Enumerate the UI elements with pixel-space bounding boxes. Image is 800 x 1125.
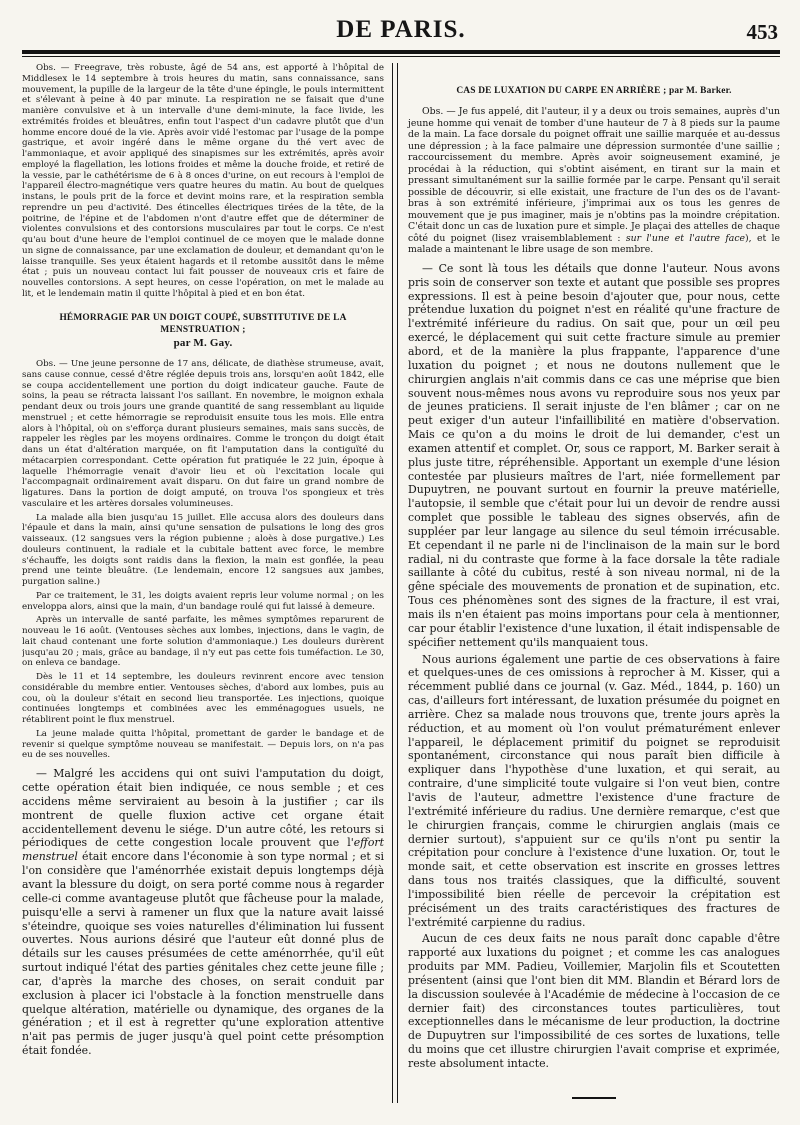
- header-rule-thick: [22, 50, 780, 54]
- intro-observation: Obs. — Freegrave, très robuste, âgé de 54 ans, est apporté à l'hôpital de Middlesex le 14 septembre à trois heures du matin, sans connaissance, sans mouvement, la pupille de la largeur de la tête d'une épingle, le pouls intermittent et s'élevant à peine à 40 par minute. La respiration ne se faisait que d'une manière convulsive et à un intervalle d'une demi-minute, la face livide, les extrémités froides et bleuâtres, enfin tout l'aspect d'un cadavre plutôt que d'un homme encore doué de la vie. Après avoir vidé l'estomac par l'usage de la pompe gastrique, et avoir ingéré dans le même organe du thé vert avec de l'ammoniaque, et avoir appliqué des sinapismes sur les extrémités, après avoir employé la flagellation, les lotions froides et même la douche froide, et retiré de la vessie, par le cathétérisme de 6 à 8 onces d'urine, on eut recours à l'emploi de l'appareil électro-magnétique vers quatre heures du matin. Au bout de quelques instans, le pouls prit de la force et devint moins rare, et la respiration sembla reprendre un peu d'activité. Des étincelles électriques tirées de la tête, de la poitrine, de l'épine et de l'abdomen n'ont d'autre effet que de déterminer de violentes convulsions et des contorsions musculaires par tout le corps. Ce n'est qu'au bout d'une heure de l'emploi continuel de ce moyen que le malade donne un signe de connaissance, par une exclamation de douleur, et demandant qu'on le laisse tranquille. Ses yeux étaient hagards et il retombe aussitôt dans le même état ; puis un nouveau contact lui fait pousser de nouveaux cris et faire de nouvelles contorsions. A sept heures, on cesse l'opération, on met le malade au lit, et le lendemain matin il quitte l'hôpital à pied et en bon état.: [22, 63, 384, 299]
- commentary-paragraph: — Ce sont là tous les détails que donne l'auteur. Nous avons pris soin de conserver son texte et autant que possible ses propres expressions. Il est à peine besoin d'ajouter que, pour nous, cette prétendue luxation du poignet n'est en réalité qu'une fracture de l'extrémité inférieure du radius. On sait que, pour un œil peu exercé, le déplacement qui suit cette fracture simule au premier abord, et de la manière la plus frappante, l'apparence d'une luxation du poignet ; et nous ne doutons nullement que le chirurgien anglais n'ait commis dans ce cas une méprise que bien souvent nous-mêmes nous avons vu reproduire sous nos yeux par de jeunes praticiens. Il serait injuste de l'en blâmer ; car on ne peut exiger d'un auteur l'infaillibilité en matière d'observation. Mais ce qu'on a du moins le droit de lui demander, c'est un examen attentif et complet. Or, sous ce rapport, M. Barker serait à plus juste titre, répréhensible. Apportant un exemple d'une lésion contestée par plusieurs maîtres de l'art, niée formellement par Dupuytren, ne pouvant surtout en fournir la preuve matérielle, l'autopsie, il semble que c'était pour lui un devoir de rendre aussi complet que possible le tableau des signes observés, afin de suppléer par leur langage au silence du seul témoin irrécusable. Et cependant il ne parle ni de l'inclinaison de la main sur le bord radial, ni du contraste que forme à la face dorsale la tête radiale saillante à côté du cubitus, resté à son niveau normal, ni de la gêne spéciale des mouvements de pronation et de supination, etc. Tous ces phénomènes sont des signes de la fracture, il est vrai, mais ils n'en étaient pas moins importans pour cela à mentionner, car pour établir l'existence d'une luxation, il était indispensable de spécifier nettement qu'ils manquaient tous.: [408, 261, 780, 649]
- section-title: CAS DE LUXATION DU CARPE EN ARRIÈRE ; par M. Barker.: [456, 86, 732, 96]
- page-header: [22, 14, 780, 50]
- obs-paragraph: Obs. — Je fus appelé, dit l'auteur, il y a deux ou trois semaines, auprès d'un jeune homme qui venait de tomber d'une hauteur de 7 à 8 pieds sur la paume de la main. La face dorsale du poignet offrait une saillie marquée et au-dessus une dépression ; à la face palmaire une dépression surmontée d'une saillie ; raccourcissement du membre. Après avoir soigneusement examiné, je procédai à la réduction, qui s'obtint aisément, en tirant sur la main et pressant simultanément sur la saillie formée par le carpe. Pensant qu'il serait possible de découvrir, si elle existait, une fracture de l'un des os de l'avant-bras à son extrémité inférieure, j'imprimai aux os tous les genres de mouvement que je pus imaginer, mais je n'obtins pas la moindre crépitation. C'était donc un cas de luxation pure et simple. Je plaçai des attelles de chaque côté du poignet (lisez vraisemblablement : sur l'une et l'autre face), et le malade a maintenant le libre usage de son membre.: [408, 106, 780, 256]
- obs-paragraph: Obs. — Une jeune personne de 17 ans, délicate, de diathèse strumeuse, avait, sans cause connue, cessé d'être réglée depuis trois ans, lorsqu'en août 1842, elle se coupa accidentellement une portion du doigt indicateur gauche. Faute de soins, la peau se rétracta laissant l'os saillant. En novembre, le moignon exhala pendant deux ou trois jours une grande quantité de sang ressemblant au liquide menstruel ; et cette hémorragie se reproduisit ensuite tous les mois. Elle entra alors à l'hôpital, où on s'efforça durant plusieurs semaines, mais sans succès, de rappeler les règles par les moyens ordinaires. Comme le tronçon du doigt était dans un état d'altération marquée, on fit l'amputation dans la contiguïté du métacarpien correspondant. Cette opération fut pratiquée le 22 juin, époque à laquelle l'hémorragie venait d'avoir lieu et où l'excitation locale qui l'accompagnait ordinairement avait disparu. On dut faire un grand nombre de ligatures. Dans la portion de doigt amputé, on trouva l'os spongieux et très vasculaire et les artères dorsales volumineuses.: [22, 359, 384, 509]
- commentary-paragraph: — Malgré les accidens qui ont suivi l'amputation du doigt, cette opération était bien indiquée, ce nous semble ; et ces accidens même serviraient au besoin à la justifier ; car ils montrent de quelle fluxion active cet organe était accidentellement devenu le siége. D'un autre côté, les retours si périodiques de cette congestion locale prouvent que l'effort menstruel était encore dans l'économie à son type normal ; et si l'on considère que l'aménorrhée existait depuis longtemps déjà avant la blessure du doigt, on sera porté comme nous à regarder celle-ci comme avantageuse plutôt que fâcheuse pour la malade, puisqu'elle a servi à ramener un flux que la nature avait laissé s'éteindre, quoique ses voies naturelles d'élimination lui fussent ouvertes. Nous aurions désiré que l'auteur eût donné plus de détails sur les causes présumées de cette aménorrhée, qu'il eût surtout indiqué l'état des parties génitales chez cette jeune fille ; car, d'après la marche des choses, on serait conduit par exclusion à placer ici l'obstacle à la fonction menstruelle dans quelque altération, matérielle ou dynamique, des organes de la génération ; et il est à regretter qu'une exploration attentive n'ait pas permis de juger jusqu'à quel point cette présomption était fondée.: [22, 767, 384, 1058]
- emphasis-text: sur l'une et l'autre face: [625, 232, 746, 244]
- page-number: 453: [746, 20, 778, 44]
- section-title: HÉMORRAGIE PAR UN DOIGT COUPÉ, SUBSTITUTIVE DE LA MENSTRUATION ;: [59, 312, 347, 335]
- header-rule-thin: [22, 56, 780, 57]
- obs-paragraph: Par ce traitement, le 31, les doigts avaient repris leur volume normal ; on les enveloppa alors, ainsi que la main, d'un bandage roulé qui fut laissé à demeure.: [22, 590, 384, 612]
- emphasis-text: effort menstruel: [22, 836, 384, 864]
- text-columns: [22, 63, 780, 1113]
- obs-paragraph: La malade alla bien jusqu'au 15 juillet. Elle accusa alors des douleurs dans l'épaule et dans la main, ainsi qu'une sensation de pulsations le long des gros vaisseaux. (12 sangsues vers la région pubienne ; aloès à dose purgative.) Les douleurs continuent, la radiale et la cubitale battent avec force, le membre s'échauffe, les doigts sont raidis dans la flexion, la main est gonflée, la peau prend une teinte bleuâtre. (Le lendemain, encore 12 sangsues aux jambes, purgation saline.): [22, 512, 384, 588]
- obs-paragraph: Après un intervalle de santé parfaite, les mêmes symptômes reparurent de nouveau le 16 août. (Ventouses sèches aux lombes, injections, dans le vagin, de lait chaud contenant une forte solution d'ammoniaque.) Les douleurs durèrent jusqu'au 20 ; mais, grâce au bandage, il n'y eut pas cette fois tuméfaction. Le 30, on enleva ce bandage.: [22, 615, 384, 669]
- right-column: [398, 63, 780, 1113]
- running-title: DE PARIS.: [336, 16, 466, 43]
- obs-paragraph: Dès le 11 et 14 septembre, les douleurs revinrent encore avec tension considérable du membre entier. Ventouses sèches, d'abord aux lombes, puis au cou, où la douleur s'était en second lieu transportée. Les injections, quoique continuées longtemps et combinées avec les emménagogues usuels, ne rétablirent point le flux menstruel.: [22, 672, 384, 726]
- left-column: [22, 63, 392, 1113]
- section-heading-hemorragie: [22, 312, 384, 351]
- section-heading-luxation: [408, 85, 780, 97]
- commentary-paragraph: Nous aurions également une partie de ces observations à faire et quelques-unes de ces omissions à reprocher à M. Kisser, qui a récemment publié dans ce journal (v. Gaz. Méd., 1844, p. 160) un cas, d'ailleurs fort intéressant, de luxation présumée du poignet en arrière. Chez sa malade nous trouvons que, trente jours après la réduction, et au moment où l'on voulut prématurément enlever l'appareil, le déplacement primitif du poignet se reproduisit spontanément, circonstance qui nous paraît bien difficile à expliquer dans l'hypothèse d'une luxation, et qui serait, au contraire, d'une simplicité toute vulgaire si l'on veut bien, contre l'avis de l'auteur, admettre l'existence d'une fracture de l'extrémité inférieure du radius. Une dernière remarque, c'est que le chirurgien français, comme le chirurgien anglais (mais ce dernier surtout), s'appuient sur ce qu'ils n'ont pu sentir la crépitation pour conclure à l'existence d'une luxation. Or, tout le monde sait, et cette observation est inscrite en grosses lettres dans tous nos traités classiques, que la difficulté, souvent l'impossibilité bien réelle de percevoir la crépitation est précisément un des traits caractéristiques des fractures de l'extrémité carpienne du radius.: [408, 652, 780, 929]
- section-author: par M. Gay.: [173, 336, 233, 349]
- commentary-paragraph: Aucun de ces deux faits ne nous paraît donc capable d'être rapporté aux luxations du poignet ; et comme les cas analogues produits par MM. Padieu, Voillemier, Marjolin fils et Scoutetten présentent (ainsi que l'ont bien dit MM. Blandin et Bérard lors de la discussion soulevée à l'Académie de médecine à l'occasion de ce dernier fait) des circonstances toutes particulières, tout exceptionnelles dans le mécanisme de leur production, la doctrine de Dupuytren sur l'impossibilité de ces sortes de luxations, telle du moins que cet illustre chirurgien l'avait comprise et exprimée, reste absolument intacte.: [408, 932, 780, 1071]
- obs-paragraph: La jeune malade quitta l'hôpital, promettant de garder le bandage et de revenir si quelque symptôme nouveau se manifestait. — Depuis lors, on n'a pas eu de ses nouvelles.: [22, 728, 384, 761]
- end-rule: [572, 1097, 616, 1099]
